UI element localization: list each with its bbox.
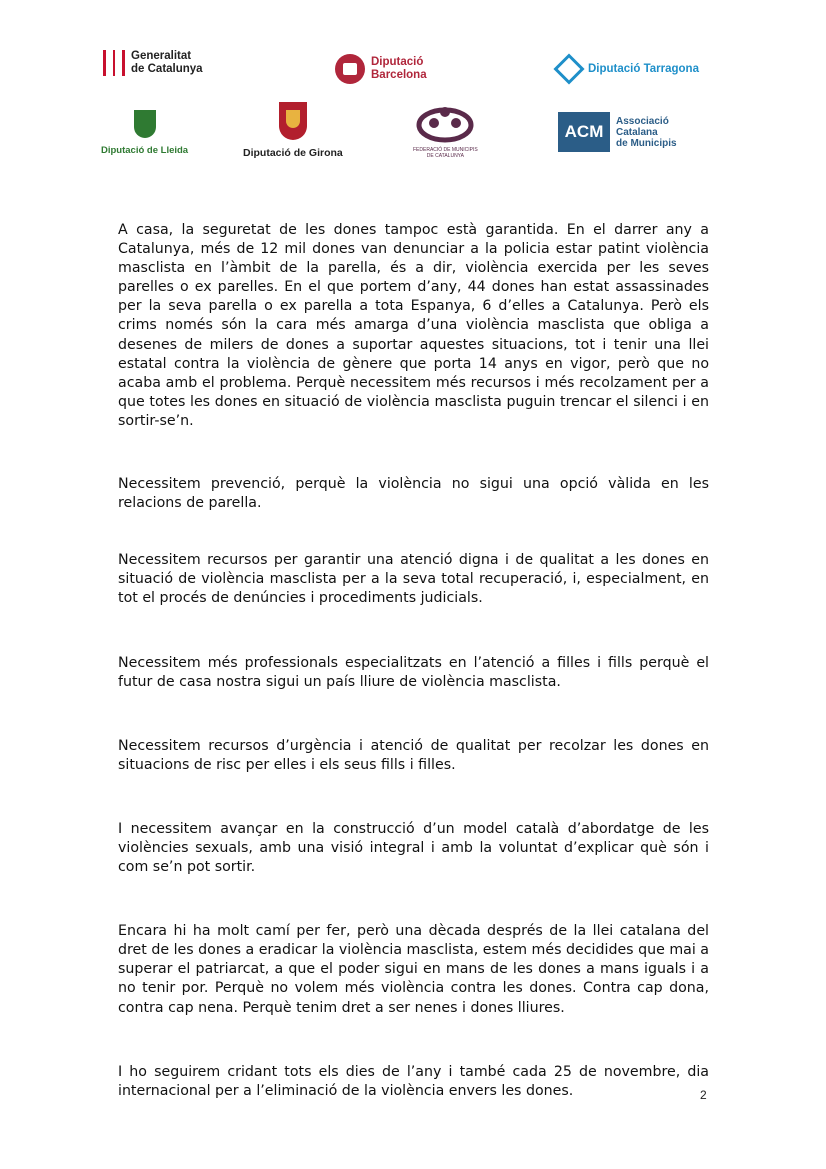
barcelona-emblem-icon [335, 54, 365, 84]
paragraph: Necessitem recursos d’urgència i atenció de qualitat per recolzar les dones en situacions de risc per elles i els seus fills i filles. [118, 737, 709, 773]
generalitat-logo-line-1: Generalitat [131, 50, 192, 63]
generalitat-logo [103, 50, 203, 76]
diputacio-lleida-logo [101, 110, 188, 156]
fmc-logo [413, 106, 478, 159]
paragraph: I necessitem avançar en la construcció d’un model català d’abordatge de les violències sexuals, amb una visió integral i amb la voluntat d’explicar què són i com se’n pot sortir. [118, 820, 709, 876]
acm-logo-line-2: Catalana [616, 126, 658, 138]
acm-badge: ACM [558, 112, 610, 152]
paragraph: I ho seguirem cridant tots els dies de l’any i també cada 25 de novembre, dia internacional per a l’eliminació de la violència envers les dones. [118, 1063, 709, 1099]
page-number: 2 [700, 1088, 707, 1102]
barcelona-logo-line-1: Diputació [371, 56, 424, 69]
acm-logo-line-1: Associació [616, 115, 669, 127]
fmc-logo-line-2: DE CATALUNYA [426, 152, 464, 159]
lleida-shield-icon [134, 110, 156, 138]
diputacio-girona-logo [243, 102, 343, 160]
generalitat-emblem-icon [103, 50, 125, 76]
paragraph: Necessitem més professionals especialitzats en l’atenció a filles i fills perquè el futur de casa nostra sigui un país lliure de violència masclista. [118, 654, 709, 690]
document-body [118, 221, 709, 1101]
paragraph: Necessitem prevenció, perquè la violència no sigui una opció vàlida en les relacions de parella. [118, 476, 709, 512]
fmc-emblem-icon [414, 106, 476, 144]
diputacio-barcelona-logo [335, 54, 427, 84]
paragraph: A casa, la seguretat de les dones tampoc està garantida. En el darrer any a Catalunya, més de 12 mil dones van denunciar a la policia estar patint violència masclista en l’àmbit de la parella, és a dir, violència exercida per les seves parelles o ex parelles. En el que portem d’any, 44 dones han estat assassinades per la seva parella o ex parella a tota Espanya, 6 d’elles a Catalunya. Però els crims només són la cara més amarga d’una violència masclista que obliga a desenes de milers de dones a suportar aquestes situacions, tot i tenir una llei estatal contra la violència de gènere que porta 14 anys en vigor, però que no acaba amb el problema. Perquè necessitem més recursos i més recolzament per a que totes les dones en situació de violència masclista puguin trencar el silenci i en sortir-se’n. [118, 222, 709, 429]
tarragona-logo-text: Diputació Tarragona [588, 62, 699, 75]
acm-logo-line-3: de Municipis [616, 137, 677, 149]
lleida-logo-text: Diputació de Lleida [101, 145, 189, 156]
paragraph: Necessitem recursos per garantir una atenció digna i de qualitat a les dones en situació de violència masclista per a la seva total recuperació, i, especialment, en tot el procés de denúncies i procediments judicials. [118, 552, 709, 607]
girona-logo-text: Diputació de Girona [243, 147, 343, 159]
paragraph: Encara hi ha molt camí per fer, però una dècada després de la llei catalana del dret de les dones a eradicar la violència masclista, estem més decidides que mai a superar el patriarcat, a que el poder sigui en mans de les dones a mans iguals i a no tenir por. Perquè no volem més violència contra les dones. Contra cap dona, contra cap nena. Perquè tenim dret a ser nenes i dones lliures. [118, 923, 709, 1016]
girona-shield-icon [279, 102, 307, 140]
fmc-logo-line-1: FEDERACIÓ DE MUNICIPIS [413, 147, 478, 153]
acm-logo [558, 112, 677, 152]
diputacio-tarragona-logo [558, 52, 699, 80]
generalitat-logo-line-2: de Catalunya [131, 63, 203, 75]
barcelona-logo-line-2: Barcelona [371, 69, 427, 81]
tarragona-diamond-icon [553, 53, 584, 84]
